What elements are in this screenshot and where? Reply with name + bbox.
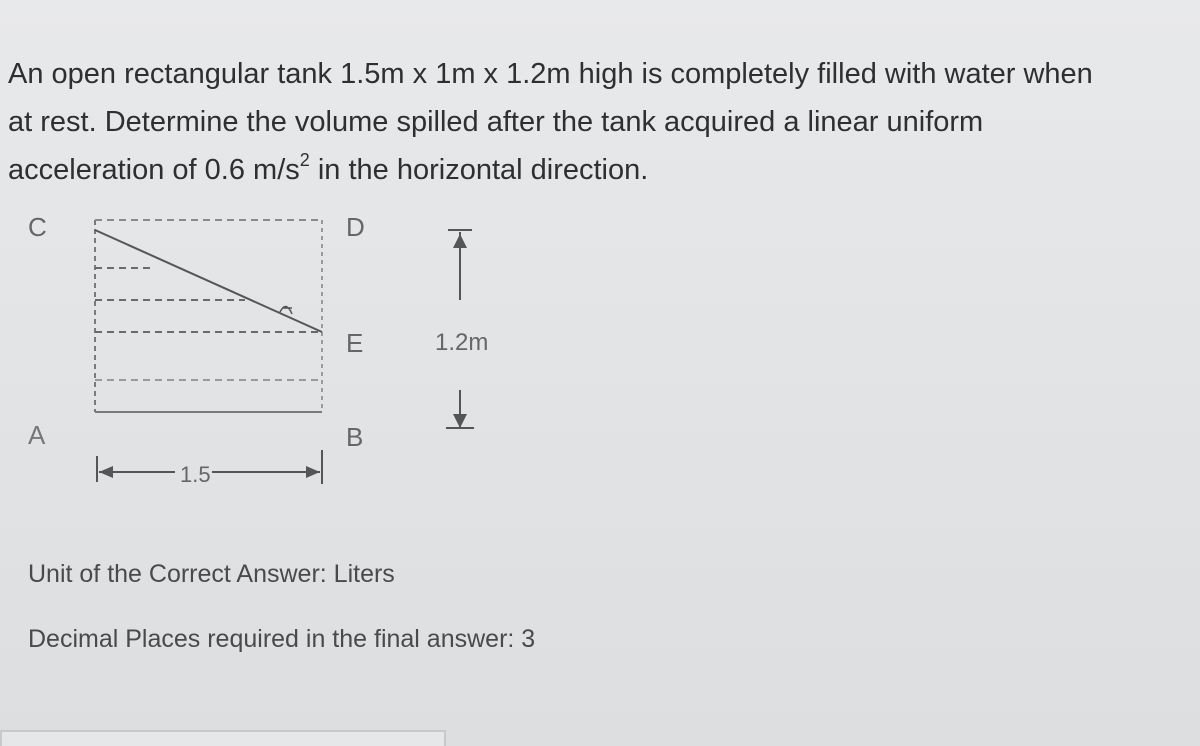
height-dimension [435,230,488,428]
tank-diagram [0,190,560,520]
tank-outline [95,220,322,412]
height-dimension-label: 1.2m [435,329,489,356]
decimal-places: Decimal Places required in the final answer: 3 [28,625,536,653]
problem-line-3 [8,146,1188,194]
problem-line-3-tail: in the horizontal direction. [309,154,649,186]
width-dimension [97,450,322,487]
problem-statement [8,50,1188,194]
answer-unit: Unit of the Correct Answer: Liters [28,560,395,588]
width-dimension-label: 1.5 [180,462,211,487]
label-e: E [346,328,364,358]
exponent: 2 [299,150,310,171]
label-c: C [28,212,47,242]
answer-input[interactable] [0,730,446,746]
label-b: B [346,422,364,452]
label-a: A [28,420,46,450]
problem-line-3-text: acceleration of 0.6 m/s [8,154,300,186]
label-d: D [346,212,365,242]
problem-line-1: An open rectangular tank 1.5m x 1m x 1.2m high is completely filled with water when [8,58,1093,90]
problem-line-2: at rest. Determine the volume spilled after the tank acquired a linear uniform [8,106,984,138]
